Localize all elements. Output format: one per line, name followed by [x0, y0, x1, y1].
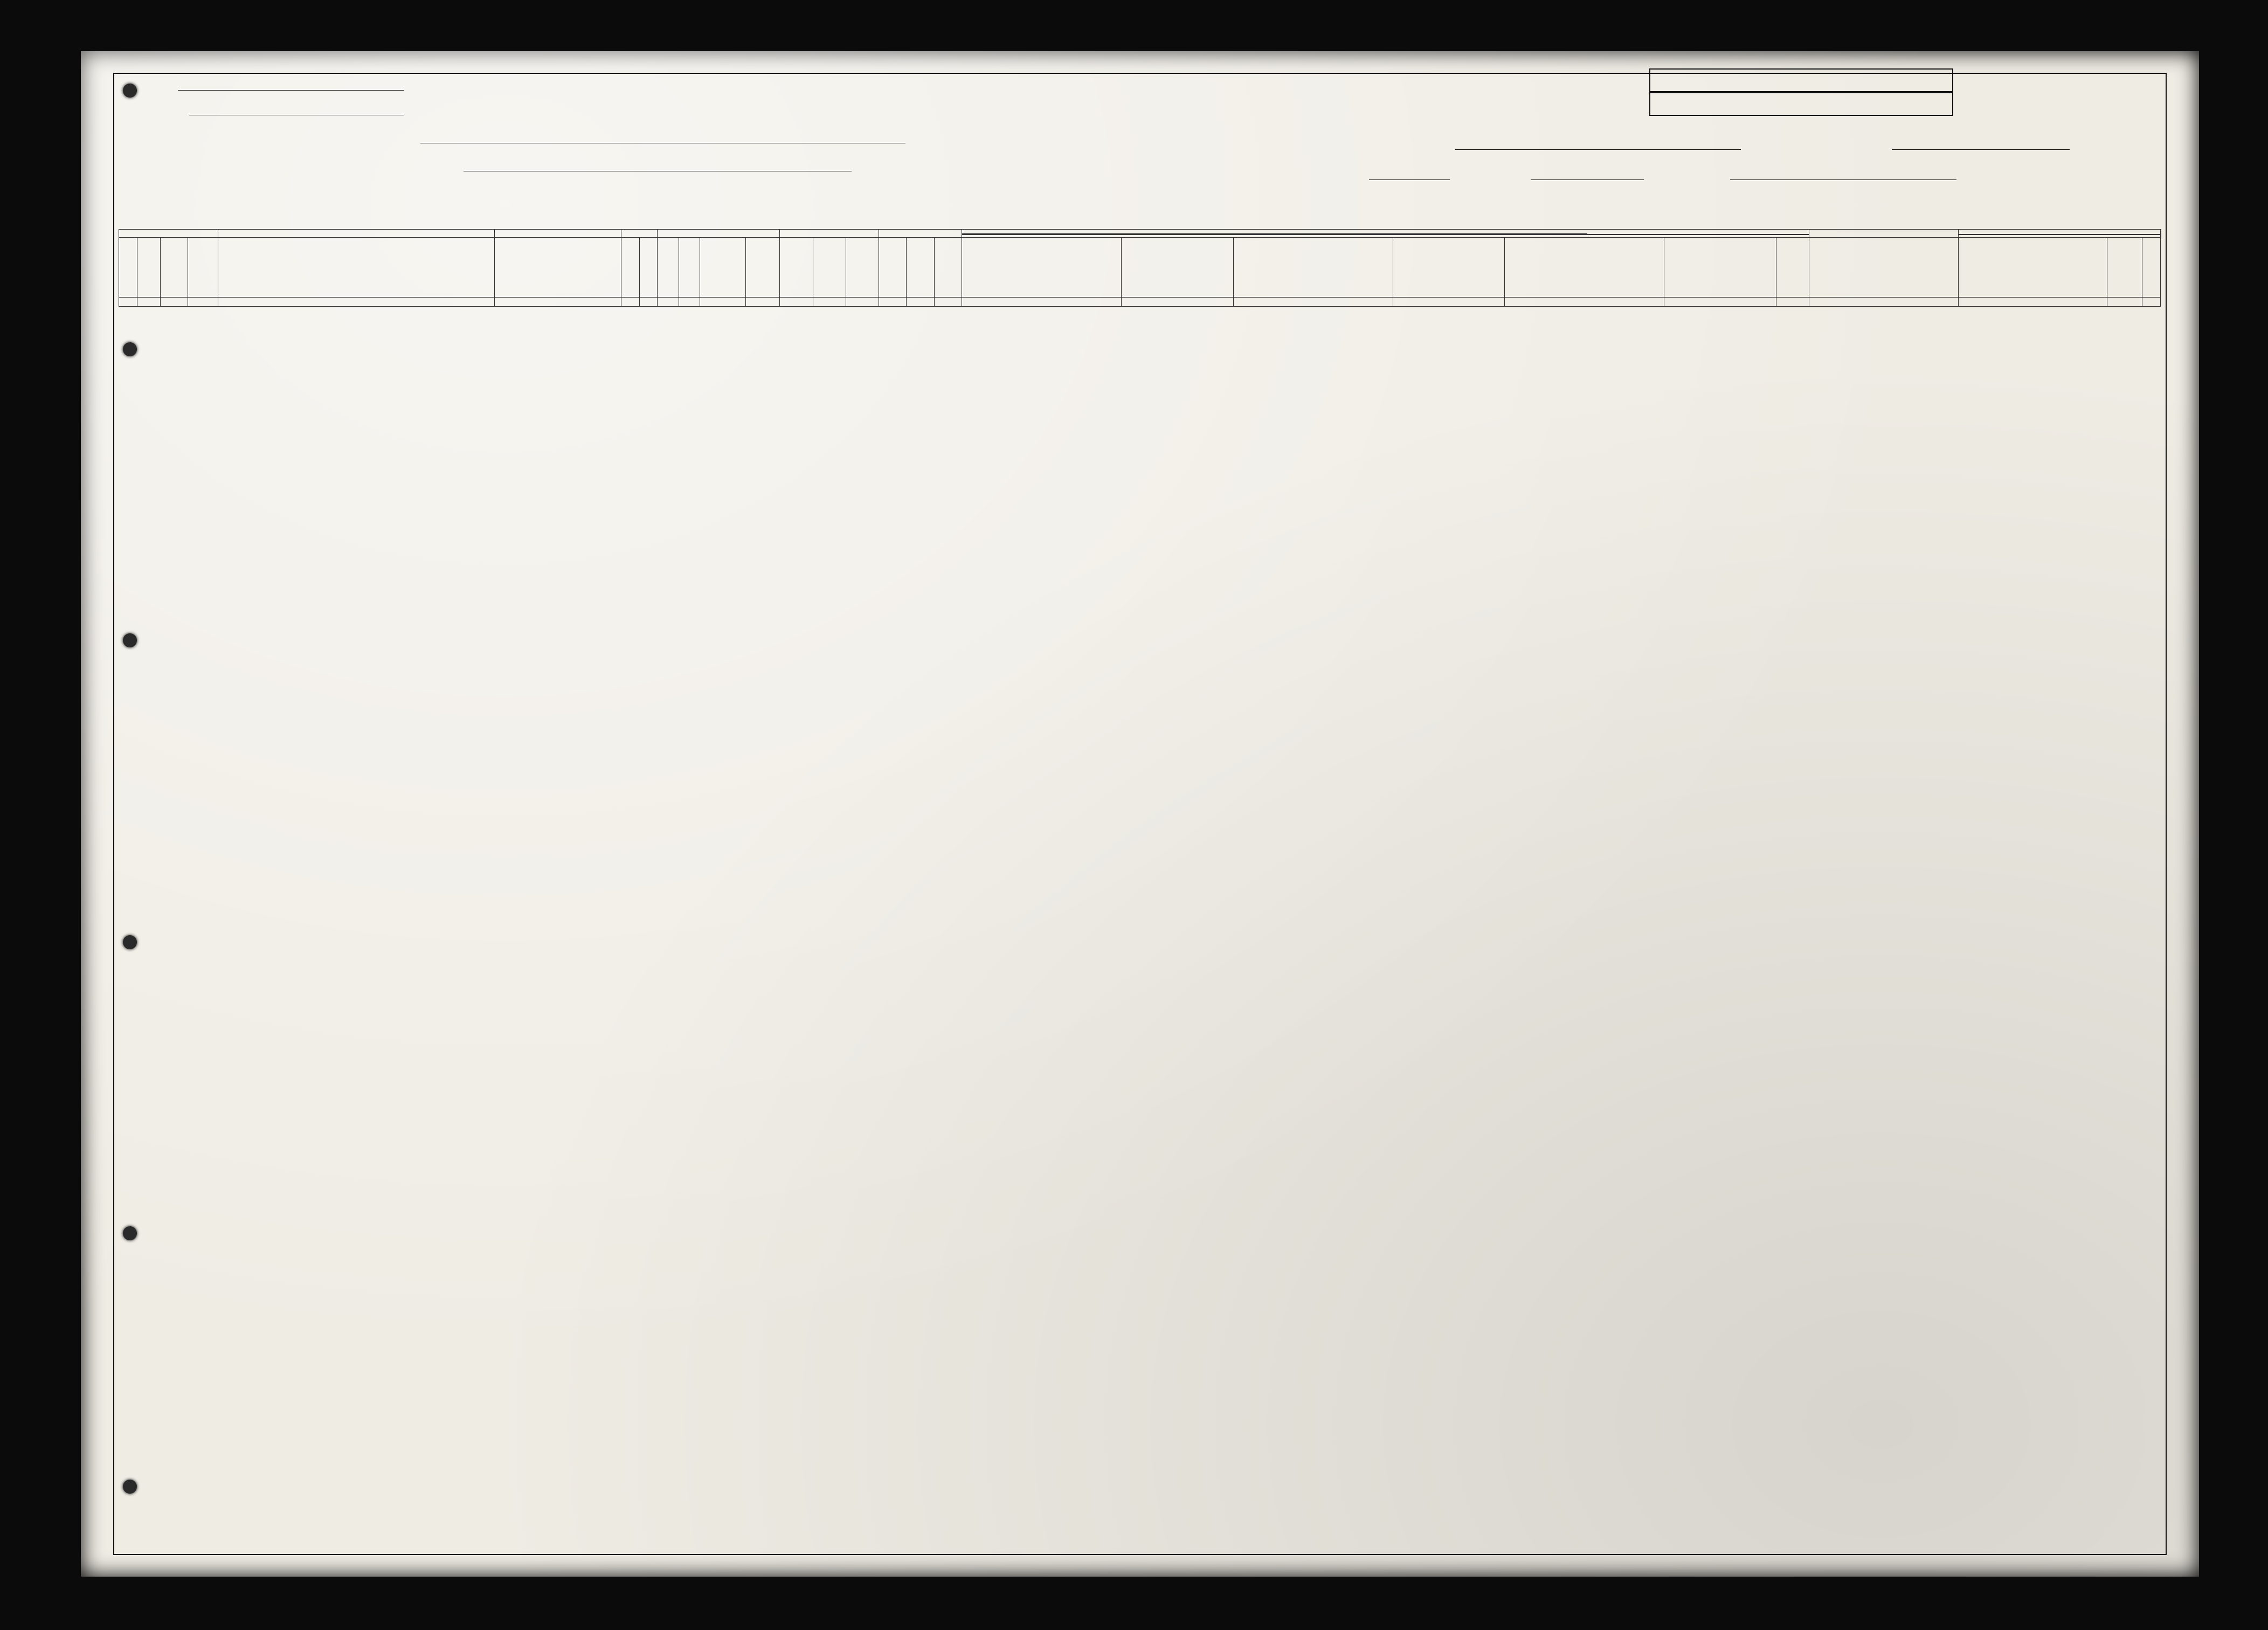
col-able-write [934, 237, 962, 297]
col-dwelling-number [161, 237, 188, 297]
colnum-21 [1233, 297, 1393, 306]
colnum-4 [188, 297, 218, 306]
colnum-22 [1393, 297, 1504, 306]
group-citizenship [780, 230, 879, 238]
table-group-header [119, 230, 2161, 238]
township-field[interactable] [420, 121, 905, 143]
group-name [218, 230, 494, 238]
colnum-18 [934, 297, 962, 306]
colnum-3 [161, 297, 188, 306]
col-relation-blank [495, 237, 621, 297]
colnum-5 [218, 297, 494, 306]
colnum-16 [879, 297, 907, 306]
colnum-12 [746, 297, 780, 306]
colnum-10 [679, 297, 700, 306]
state-field[interactable] [178, 71, 404, 91]
colnum-25 [1776, 297, 1809, 306]
colnum-28 [2107, 297, 2142, 306]
col-sex [658, 237, 679, 297]
colnum-19 [962, 297, 1122, 306]
colnum-7 [621, 297, 640, 306]
col-mt-mother [1664, 237, 1776, 297]
group-occupation [1958, 230, 2161, 238]
group-education [879, 230, 962, 238]
enumerator-name-field[interactable] [1730, 163, 1956, 180]
colnum-6 [495, 297, 621, 306]
census-table [119, 229, 2161, 307]
colnum-11 [700, 297, 746, 306]
county-field[interactable] [189, 95, 404, 115]
column-number-row [119, 297, 2161, 306]
institution-field[interactable] [464, 158, 852, 171]
colnum-1 [119, 297, 137, 306]
col-speak-english-blank [1776, 237, 1809, 297]
group-relation [495, 230, 621, 238]
col-occupation-class [2107, 237, 2142, 297]
enumeration-district-box[interactable] [1649, 91, 1953, 116]
colnum-27 [1958, 297, 2107, 306]
col-attended-school [879, 237, 907, 297]
col-pob-person [962, 237, 1122, 297]
enumerated-day-field[interactable] [1369, 163, 1450, 180]
col-color-race [679, 237, 700, 297]
col-name-blank [218, 237, 494, 297]
form-header [119, 77, 2161, 201]
col-house-number [137, 237, 160, 297]
census-sheet [81, 51, 2199, 1577]
col-street [119, 237, 137, 297]
col-occupation-industry [1958, 237, 2107, 297]
group-personal-description [658, 230, 780, 238]
supervisor-district-box[interactable] [1649, 68, 1953, 93]
group-place-of-abode [119, 230, 218, 238]
col-year-immigration [780, 237, 813, 297]
colnum-24 [1664, 297, 1776, 306]
colnum-23 [1505, 297, 1664, 306]
col-mt-person [1122, 237, 1233, 297]
col-marital-status [746, 237, 780, 297]
col-occupation-trade [1809, 237, 1958, 297]
col-pob-mother [1505, 237, 1664, 297]
enumerated-month-field[interactable] [1531, 163, 1644, 180]
col-year-naturalization [846, 237, 879, 297]
col-farm-number [2142, 237, 2161, 297]
colnum-15 [846, 297, 879, 306]
col-mt-father [1393, 237, 1504, 297]
colnum-9 [658, 297, 679, 306]
colnum-8 [639, 297, 658, 306]
col-family-number [188, 237, 218, 297]
colnum-14 [813, 297, 846, 306]
col-speak-english [1809, 230, 1958, 238]
group-nativity [962, 230, 1809, 238]
colnum-20 [1122, 297, 1233, 306]
group-tenure [621, 230, 658, 238]
col-owned-rented [621, 237, 640, 297]
colnum-17 [907, 297, 934, 306]
colnum-29 [2142, 297, 2161, 306]
col-pob-father [1233, 237, 1393, 297]
col-age [700, 237, 746, 297]
colnum-13 [780, 297, 813, 306]
colnum-2 [137, 297, 160, 306]
colnum-26 [1809, 297, 1958, 306]
col-able-read [907, 237, 934, 297]
col-free-mortgaged [639, 237, 658, 297]
col-naturalized-alien [813, 237, 846, 297]
incorporated-place-field[interactable] [1455, 136, 1741, 150]
ward-field[interactable] [1892, 136, 2070, 150]
table-vertical-captions [119, 237, 2161, 297]
